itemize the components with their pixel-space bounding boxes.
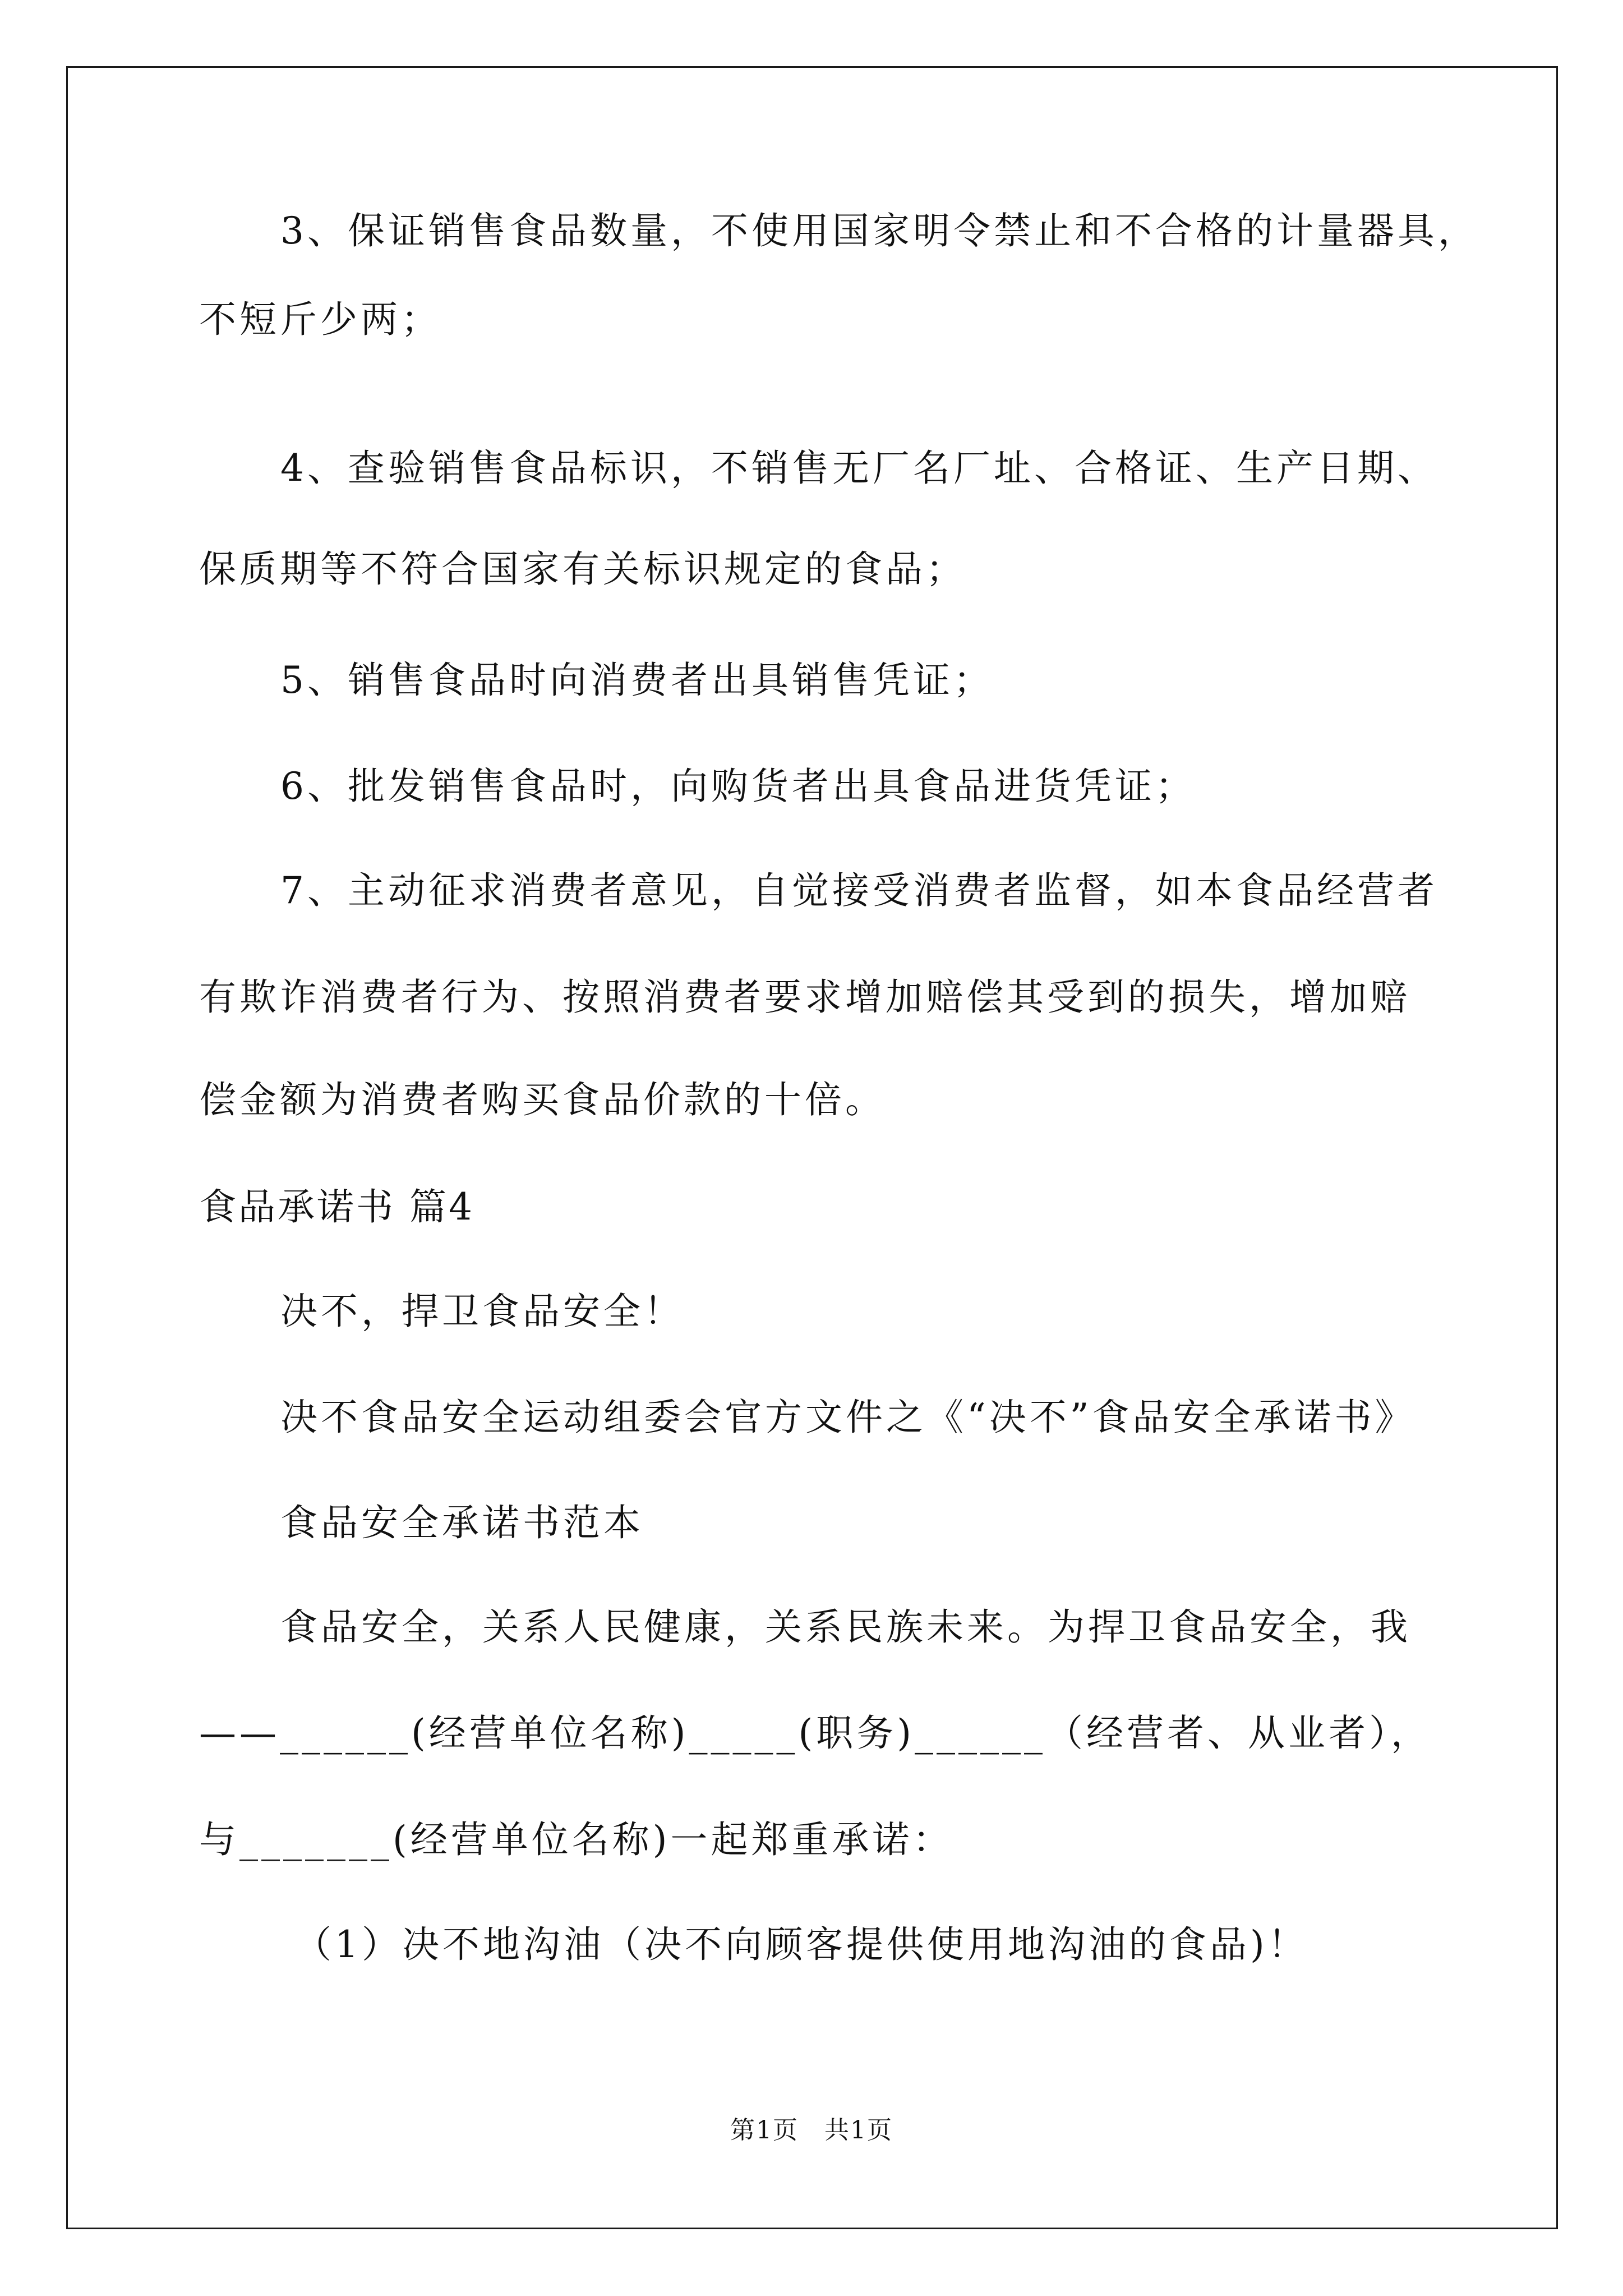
paragraph-line-1: 3、保证销售食品数量，不使用国家明令禁止和不合格的计量器具， bbox=[280, 209, 1478, 252]
paragraph-line-6: 6、批发销售食品时，向购货者出具食品进货凭证； bbox=[280, 765, 1196, 808]
paragraph-line-17: （1）决不地沟油（决不向顾客提供使用地沟油的食品)！ bbox=[294, 1923, 1308, 1966]
page-footer: 第1页 共1页 bbox=[730, 2116, 893, 2145]
paragraph-line-4: 保质期等不符合国家有关标识规定的食品； bbox=[199, 547, 966, 591]
page-border bbox=[66, 66, 1558, 2229]
paragraph-line-16: 与_______(经营单位名称)一起郑重承诺： bbox=[199, 1818, 953, 1861]
paragraph-line-14: 食品安全，关系人民健康，关系民族未来。为捍卫食品安全，我 bbox=[280, 1605, 1411, 1649]
paragraph-line-11: 决不，捍卫食品安全！ bbox=[280, 1290, 684, 1333]
paragraph-line-9: 偿金额为消费者购买食品价款的十倍。 bbox=[199, 1078, 886, 1121]
paragraph-line-13: 食品安全承诺书范本 bbox=[280, 1501, 644, 1544]
paragraph-line-15: ——______(经营单位名称)_____(职务)______（经营者、从业者）， bbox=[199, 1711, 1431, 1755]
paragraph-line-7: 7、主动征求消费者意见，自觉接受消费者监督，如本食品经营者 bbox=[280, 869, 1438, 912]
paragraph-line-5: 5、销售食品时向消费者出具销售凭证； bbox=[280, 659, 994, 702]
paragraph-line-3: 4、查验销售食品标识，不销售无厂名厂址、合格证、生产日期、 bbox=[280, 447, 1438, 490]
paragraph-line-8: 有欺诈消费者行为、按照消费者要求增加赔偿其受到的损失，增加赔 bbox=[199, 976, 1410, 1019]
paragraph-line-2: 不短斤少两； bbox=[199, 298, 441, 341]
paragraph-line-12: 决不食品安全运动组委会官方文件之《“决不”食品安全承诺书》 bbox=[280, 1396, 1415, 1439]
section-heading: 食品承诺书 篇4 bbox=[199, 1185, 474, 1228]
